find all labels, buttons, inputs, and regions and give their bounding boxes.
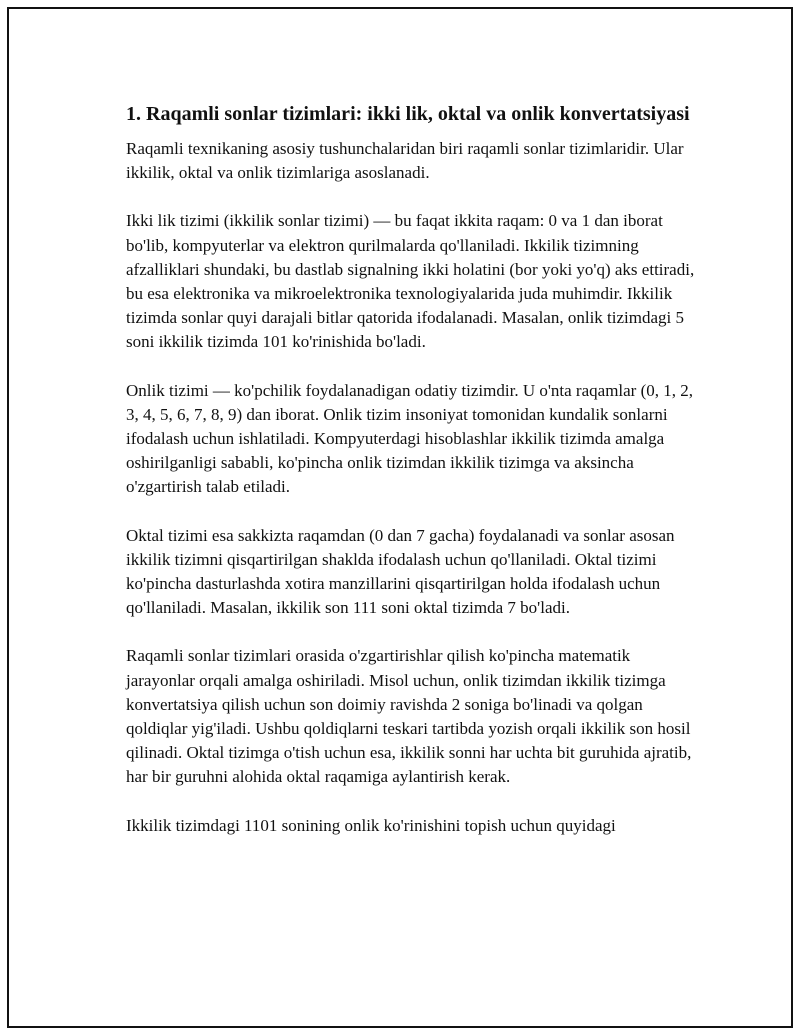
document-title: 1. Raqamli sonlar tizimlari: ikki lik, oktal va onlik konvertatsiyasi (126, 103, 690, 125)
page-frame (7, 7, 793, 1028)
paragraph-octal-system: Oktal tizimi esa sakkizta raqamdan (0 dan 7 gacha) foydalanadi va sonlar asosan ikkilik tizimni qisqartirilgan shaklda ifodalash uchun qo'llaniladi. Oktal tizimi ko'pincha dasturlashda xotira manzillarini qisqartirilgan holda ifodalash uchun qo'llaniladi. Masalan, ikkilik son 111 soni oktal tizimda 7 bo'ladi. (126, 525, 675, 618)
paragraph-intro: Raqamli texnikaning asosiy tushunchalaridan biri raqamli sonlar tizimlaridir. Ular ikkilik, oktal va onlik tizimlariga asoslanadi. (126, 139, 684, 183)
document-body (126, 101, 698, 862)
paragraph-decimal-system: Onlik tizimi — ko'pchilik foydalanadigan odatiy tizimdir. U o'nta raqamlar (0, 1, 2, 3, 4, 5, 6, 7, 8, 9) dan iborat. Onlik tizim insoniyat tomonidan kundalik sonlarni ifodalash uchun ishlatiladi. Kompyuterdagi hisoblashlar ikkilik tizimda amalga oshirilganligi sababli, ko'pincha onlik tizimdan ikkilik tizimga va aksincha o'zgartirish talab etiladi. (126, 380, 694, 497)
paragraph-conversion: Raqamli sonlar tizimlari orasida o'zgartirishlar qilish ko'pincha matematik jarayonlar orqali amalga oshiriladi. Misol uchun, onlik tizimdan ikkilik tizimga konvertatsiya qilish uchun son doimiy ravishda 2 soniga bo'linadi va qolgan qoldiqlar yig'iladi. Ushbu qoldiqlarni teskari tartibda yozish orqali ikkilik son hosil qilinadi. Oktal tizimga o'tish uchun esa, ikkilik sonni har uchta bit guruhida ajratib, har bir guruhni alohida oktal raqamiga aylantirish kerak. (126, 646, 692, 787)
paragraph-example: Ikkilik tizimdagi 1101 sonining onlik ko'rinishini topish uchun quyidagi (126, 815, 616, 835)
paragraph-binary-system: Ikki lik tizimi (ikkilik sonlar tizimi) — bu faqat ikkita raqam: 0 va 1 dan iborat bo'lib, kompyuterlar va elektron qurilmalarda qo'llaniladi. Ikkilik tizimning afzalliklari shundaki, bu dastlab signalning ikki holatini (bor yoki yo'q) aks ettiradi, bu esa elektronika va mikroelektronika texnologiyalarida juda muhimdir. Ikkilik tizimda sonlar quyi darajali bitlar qatorida ifodalanadi. Masalan, onlik tizimdagi 5 soni ikkilik tizimda 101 ko'rinishida bo'ladi. (126, 211, 695, 352)
